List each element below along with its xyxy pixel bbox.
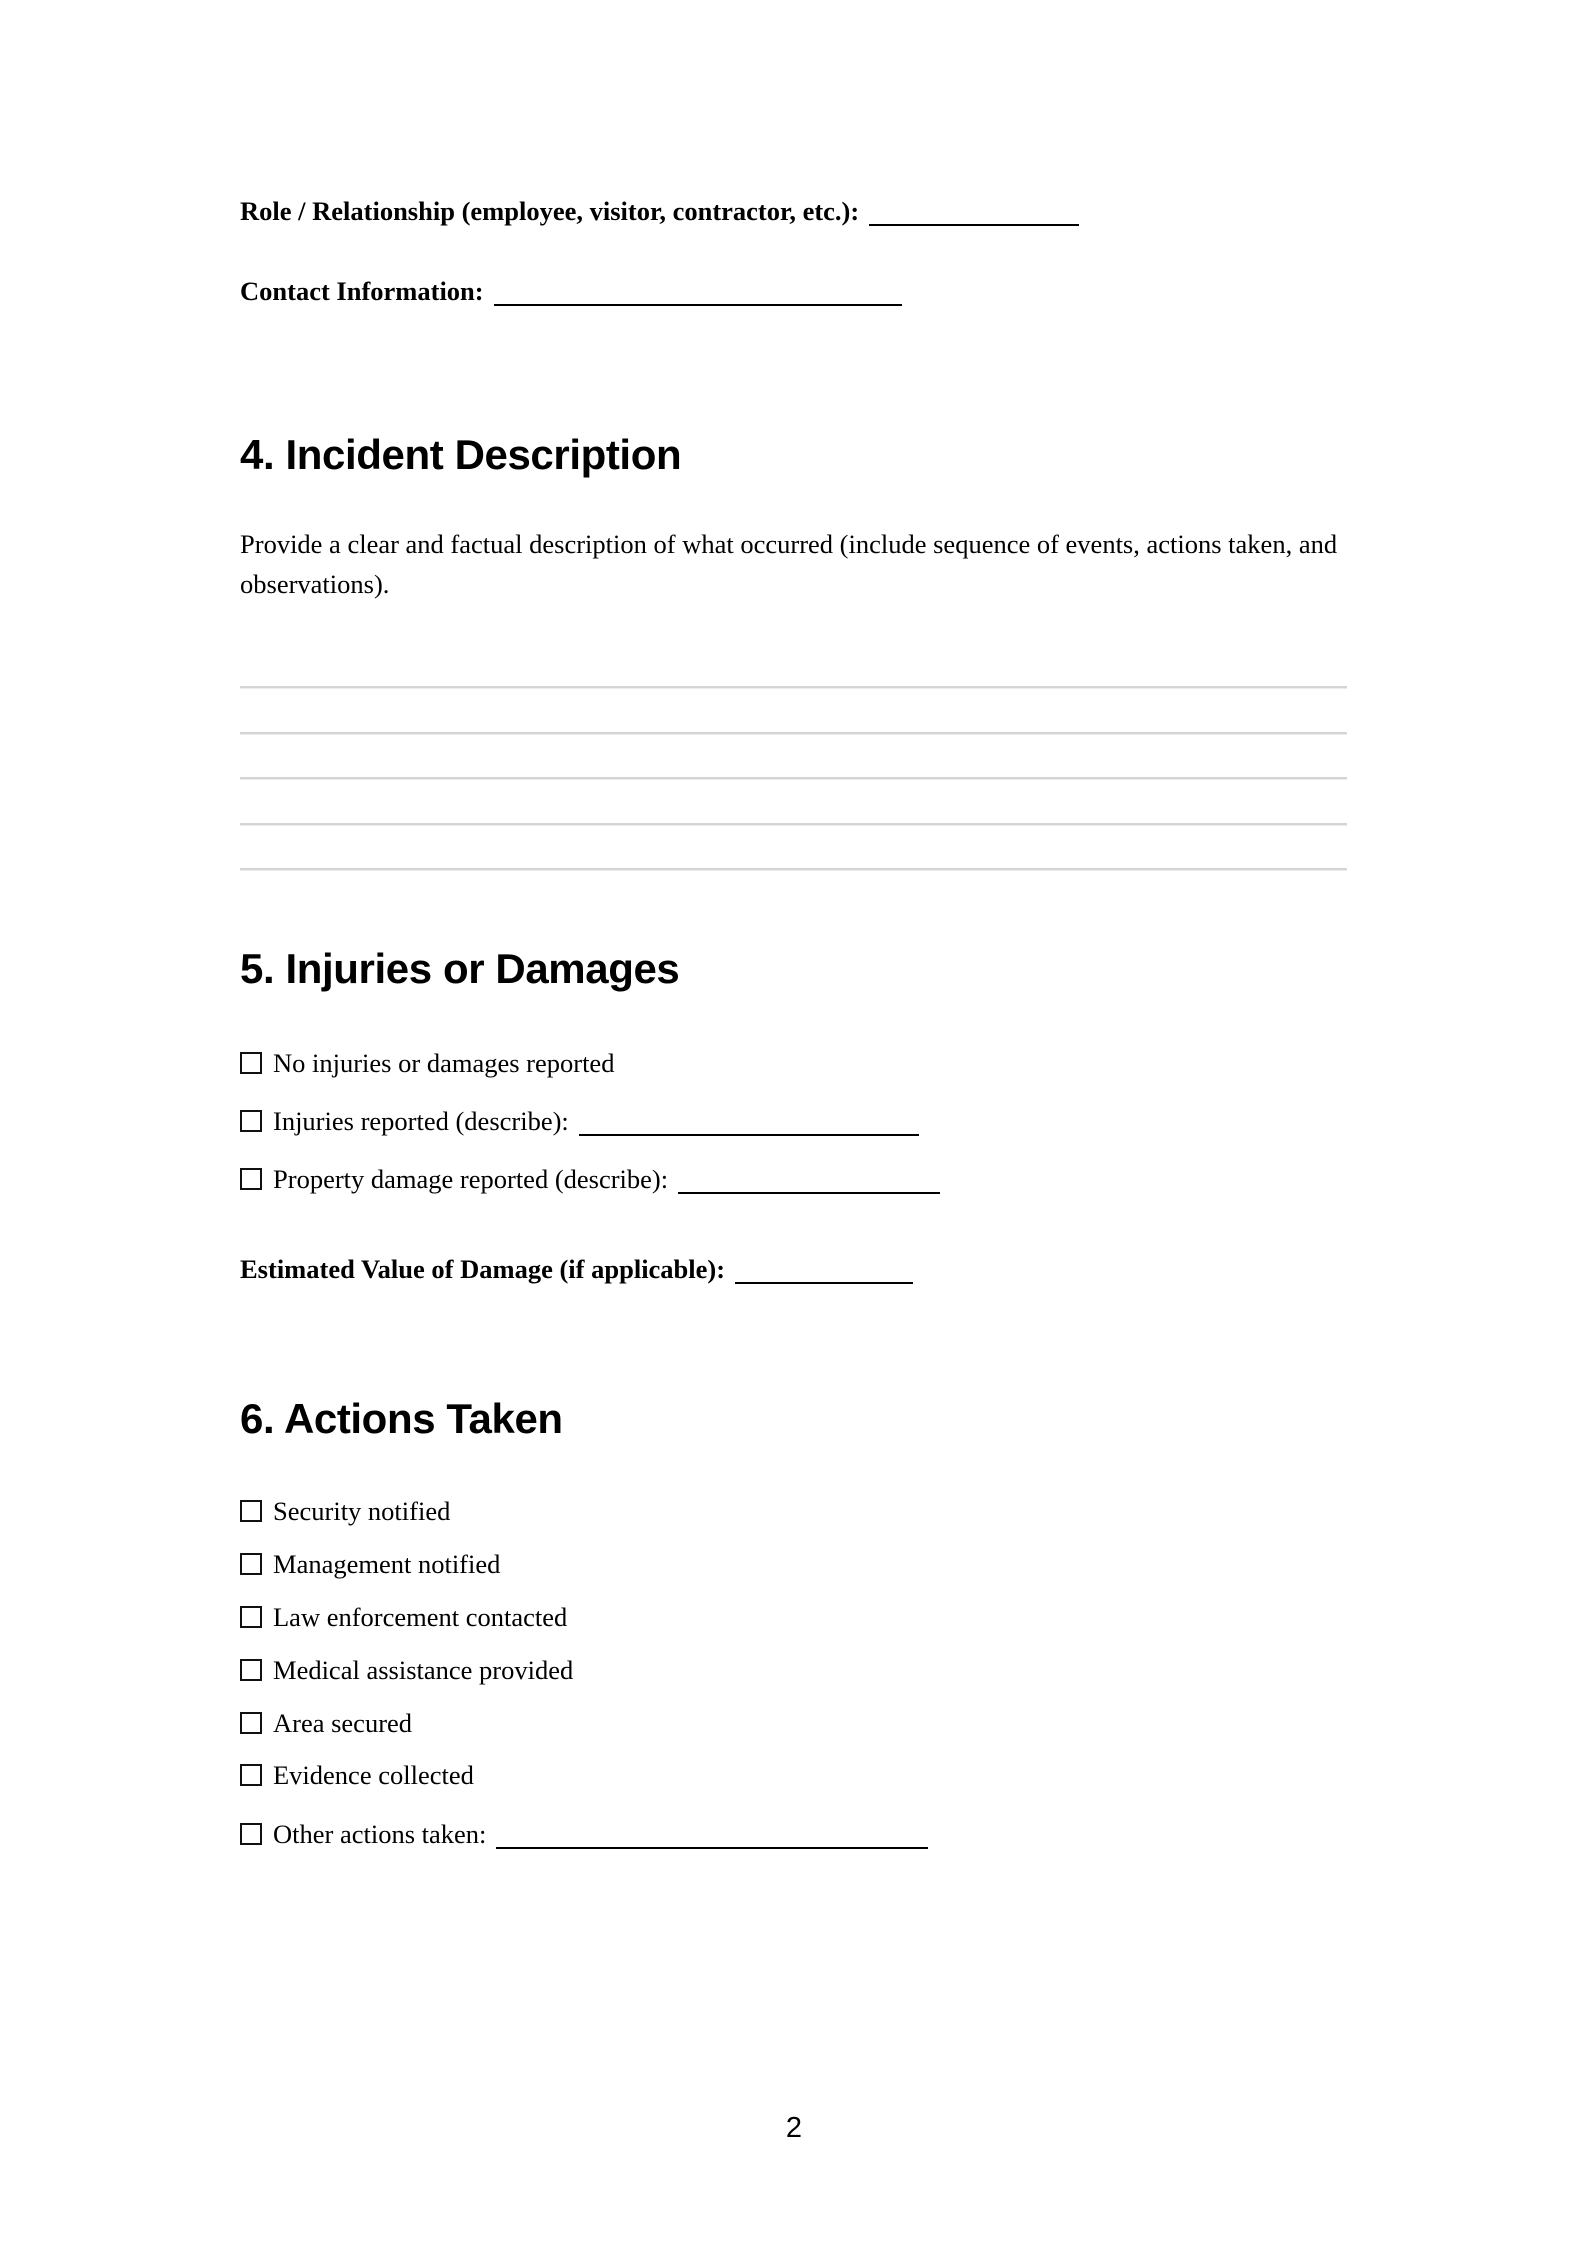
checkbox-row-law-enforcement-contacted[interactable] xyxy=(240,1602,1350,1634)
checkbox-row-medical-assistance-provided[interactable] xyxy=(240,1655,1350,1687)
checkbox-label: Law enforcement contacted xyxy=(273,1602,568,1633)
checkbox-row-management-notified[interactable] xyxy=(240,1549,1350,1581)
field-estimated-value-of-damage xyxy=(240,1248,1350,1286)
section-4-heading: 4. Incident Description xyxy=(240,430,682,478)
incident-description-write-area[interactable] xyxy=(240,643,1347,871)
checkbox-label: Security notified xyxy=(273,1496,451,1527)
checkbox-icon[interactable] xyxy=(240,1110,262,1132)
section-6-heading: 6. Actions Taken xyxy=(240,1395,563,1443)
section-4-description: Provide a clear and factual description of what occurred (include sequence of events, actions taken, and observations). xyxy=(240,529,1338,600)
page-content xyxy=(240,0,1350,1851)
section-incident-description xyxy=(240,432,1350,870)
checkbox-icon[interactable] xyxy=(240,1712,262,1734)
contact-fields-block xyxy=(240,0,1350,308)
checkbox-row-no-injuries[interactable] xyxy=(240,1048,1350,1080)
section-actions-taken xyxy=(240,1396,1350,1851)
checkbox-icon[interactable] xyxy=(240,1606,262,1628)
checkbox-icon[interactable] xyxy=(240,1168,262,1190)
checkbox-row-evidence-collected[interactable] xyxy=(240,1760,1350,1792)
section-5-heading: 5. Injuries or Damages xyxy=(240,945,680,993)
injuries-describe-blank[interactable] xyxy=(579,1106,919,1136)
checkbox-label: Medical assistance provided xyxy=(273,1654,574,1685)
ruled-line[interactable] xyxy=(240,779,1347,825)
checkbox-label: No injuries or damages reported xyxy=(273,1048,615,1079)
other-actions-taken-blank[interactable] xyxy=(496,1819,928,1849)
checkbox-row-injuries-reported[interactable] xyxy=(240,1100,1350,1138)
checkbox-icon[interactable] xyxy=(240,1553,262,1575)
checkbox-label: Evidence collected xyxy=(273,1760,474,1791)
checkbox-row-other-actions-taken[interactable] xyxy=(240,1813,1350,1851)
checkbox-label: Other actions taken: xyxy=(273,1819,487,1850)
checkbox-icon[interactable] xyxy=(240,1052,262,1074)
section-injuries-or-damages xyxy=(240,946,1350,1286)
page-number: 2 xyxy=(785,2112,803,2144)
field-role-relationship-blank[interactable] xyxy=(869,196,1079,226)
actions-checkbox-group xyxy=(240,1496,1350,1850)
field-estimated-value-blank[interactable] xyxy=(735,1254,913,1284)
injuries-checkbox-group xyxy=(240,1048,1350,1195)
checkbox-label: Injuries reported (describe): xyxy=(273,1105,569,1136)
checkbox-row-property-damage[interactable] xyxy=(240,1158,1350,1196)
checkbox-icon[interactable] xyxy=(240,1659,262,1681)
property-damage-describe-blank[interactable] xyxy=(678,1164,940,1194)
ruled-line[interactable] xyxy=(240,825,1347,871)
checkbox-label: Property damage reported (describe): xyxy=(273,1163,669,1194)
checkbox-icon[interactable] xyxy=(240,1500,262,1522)
checkbox-label: Management notified xyxy=(273,1549,501,1580)
field-estimated-value-label: Estimated Value of Damage (if applicable): xyxy=(240,1254,726,1285)
checkbox-icon[interactable] xyxy=(240,1823,262,1845)
checkbox-row-security-notified[interactable] xyxy=(240,1496,1350,1528)
checkbox-label: Area secured xyxy=(273,1707,413,1738)
ruled-line[interactable] xyxy=(240,643,1347,689)
field-contact-information-label: Contact Information: xyxy=(240,275,484,306)
field-contact-information xyxy=(240,270,1350,308)
field-role-relationship-label: Role / Relationship (employee, visitor, contractor, etc.): xyxy=(240,195,860,226)
checkbox-row-area-secured[interactable] xyxy=(240,1708,1350,1740)
checkbox-icon[interactable] xyxy=(240,1764,262,1786)
field-role-relationship xyxy=(240,190,1350,228)
field-contact-information-blank[interactable] xyxy=(494,276,902,306)
ruled-line[interactable] xyxy=(240,734,1347,780)
ruled-line[interactable] xyxy=(240,688,1347,734)
